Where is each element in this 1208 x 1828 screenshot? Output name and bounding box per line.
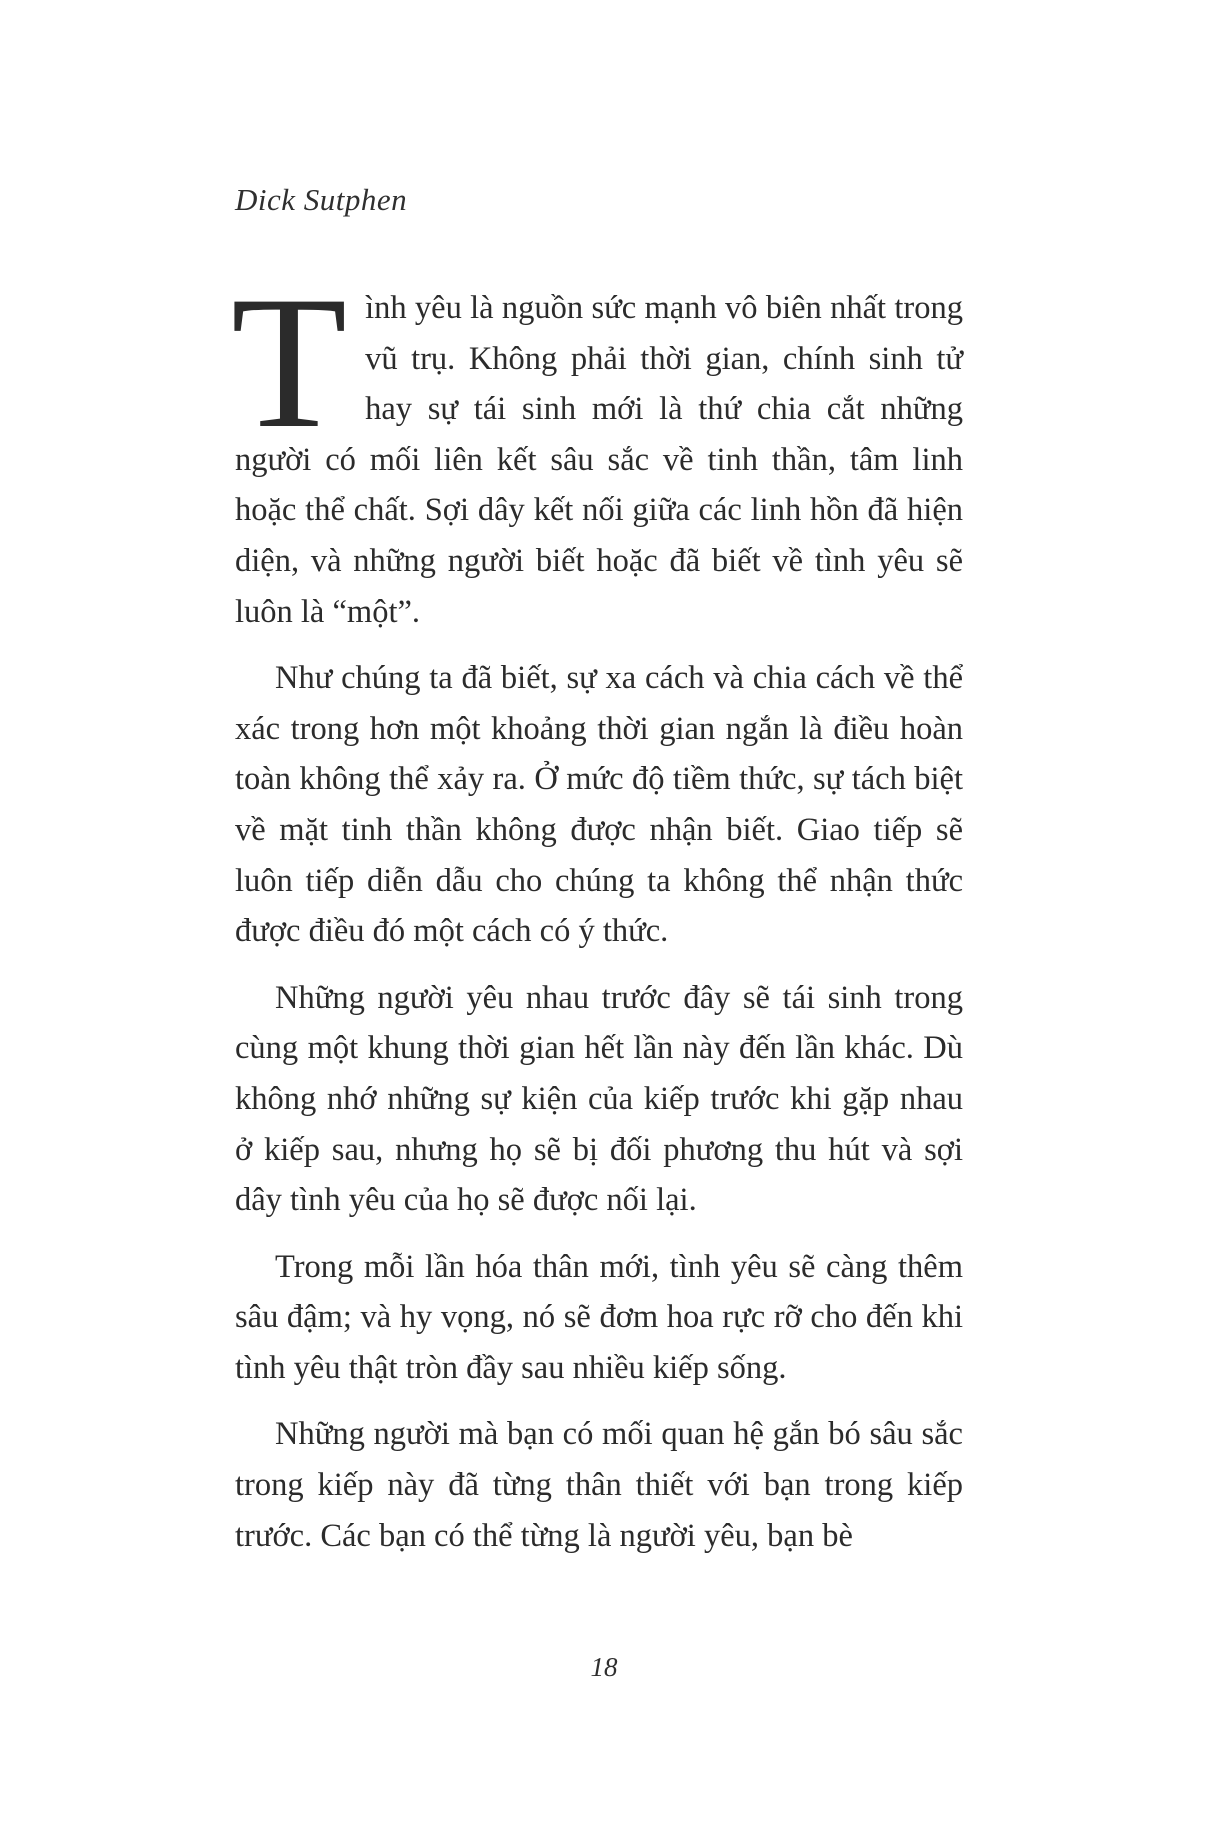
- page-number: 18: [590, 1652, 618, 1682]
- paragraph-5: Những người mà bạn có mối quan hệ gắn bó sâu sắc trong kiếp này đã từng thân thiết với bạn trong kiếp trước. Các bạn có thể từng là người yêu, bạn bè: [235, 1416, 963, 1554]
- paragraph-1-text: ình yêu là nguồn sức mạnh vô biên nhất trong vũ trụ. Không phải thời gian, chính sinh tử hay sự tái sinh mới là thứ chia cắt những người có mối liên kết sâu sắc về tinh thần, tâm linh hoặc thể chất. Sợi dây kết nối giữa các linh hồn đã hiện diện, và những người biết hoặc đã biết về tình yêu sẽ luôn là “một”.: [235, 290, 963, 630]
- paragraph-4: Trong mỗi lần hóa thân mới, tình yêu sẽ càng thêm sâu đậm; và hy vọng, nó sẽ đơm hoa rực rỡ cho đến khi tình yêu thật tròn đầy sau nhiều kiếp sống.: [235, 1248, 963, 1386]
- paragraph-3: Những người yêu nhau trước đây sẽ tái sinh trong cùng một khung thời gian hết lần này đến lần khác. Dù không nhớ những sự kiện của kiếp trước khi gặp nhau ở kiếp sau, nhưng họ sẽ bị đối phương thu hút và sợi dây tình yêu của họ sẽ được nối lại.: [235, 979, 963, 1219]
- paragraph-2: Như chúng ta đã biết, sự xa cách và chia cách về thể xác trong hơn một khoảng thời gian ngắn là điều hoàn toàn không thể xảy ra. Ở mức độ tiềm thức, sự tách biệt về mặt tinh thần không được nhận biết. Giao tiếp sẽ luôn tiếp diễn dẫu cho chúng ta không thể nhận thức được điều đó một cách có ý thức.: [235, 660, 963, 950]
- drop-cap-letter: T: [231, 258, 348, 468]
- running-head-author: Dick Sutphen: [235, 182, 408, 217]
- body-text: [231, 258, 963, 1577]
- paragraph-1: [231, 258, 963, 637]
